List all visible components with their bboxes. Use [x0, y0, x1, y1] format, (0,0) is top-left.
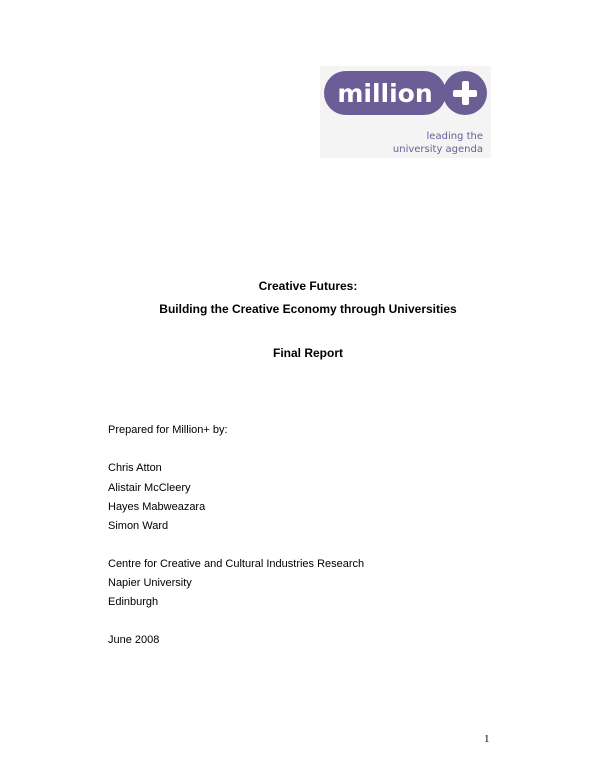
- institution-university: Napier University: [108, 577, 192, 589]
- institution-city: Edinburgh: [108, 596, 159, 608]
- report-date: June 2008: [108, 634, 160, 646]
- author-name: Alistair McCleery: [108, 482, 191, 494]
- author-name: Hayes Mabweazara: [108, 501, 206, 513]
- institution-centre: Centre for Creative and Cultural Industries Research: [108, 558, 365, 570]
- logo-wordmark: million: [337, 79, 433, 108]
- logo-graphic: [320, 66, 491, 158]
- report-subtitle: Final Report: [272, 346, 343, 360]
- million-plus-logo: [320, 66, 491, 158]
- report-title-line1: Creative Futures:: [258, 279, 358, 293]
- report-title-line2: Building the Creative Economy through Universities: [159, 302, 457, 316]
- page-number: 1: [484, 733, 490, 745]
- author-name: Chris Atton: [108, 462, 162, 474]
- author-name: Simon Ward: [108, 520, 169, 532]
- logo-tagline-line2: university agenda: [392, 144, 483, 155]
- logo-tagline-line1: leading the: [426, 131, 483, 142]
- prepared-for-label: Prepared for Million+ by:: [108, 424, 228, 436]
